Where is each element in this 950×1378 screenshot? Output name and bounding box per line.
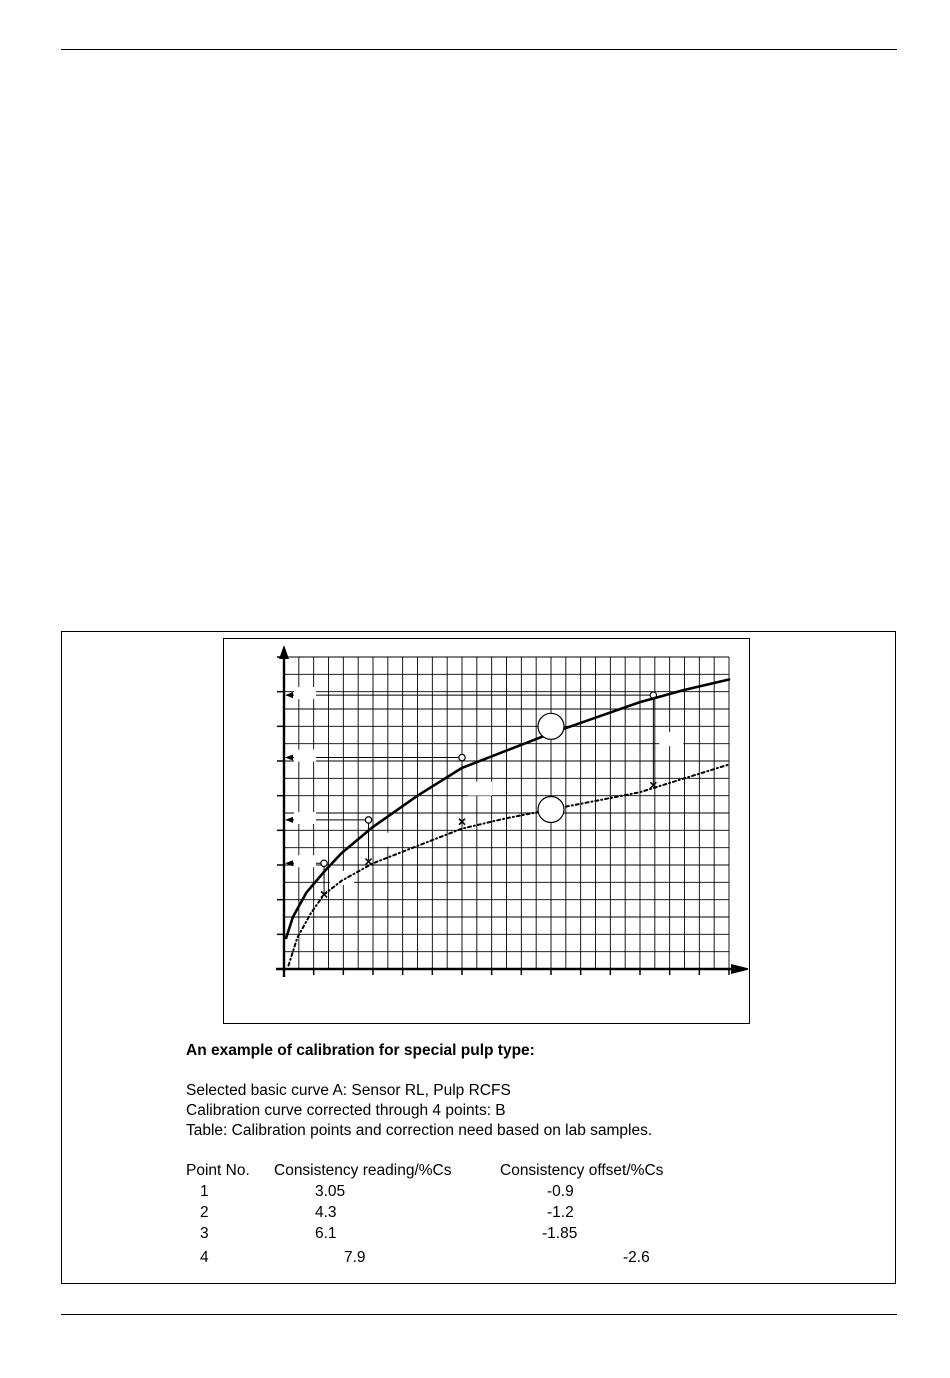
table-row — [186, 1203, 866, 1224]
chart-frame — [223, 638, 750, 1024]
table-cell-reading: 6.1 — [315, 1225, 337, 1242]
caption-title: An example of calibration for special pulp type: — [186, 1042, 535, 1059]
table-cell-reading: 3.05 — [315, 1183, 346, 1200]
caption — [186, 1041, 866, 1269]
calibration-point-marker — [365, 817, 371, 823]
curve-label-circle — [538, 713, 564, 739]
calibration-point-marker — [459, 754, 465, 760]
series-line-A — [286, 680, 729, 938]
reading-leader-arrow — [285, 692, 293, 698]
table-row — [186, 1224, 866, 1245]
x-axis-arrow — [731, 964, 748, 974]
table-cell-point: 3 — [200, 1225, 209, 1242]
table-header-point: Point No. — [186, 1162, 250, 1179]
table-cell-offset: -1.85 — [542, 1225, 578, 1242]
table-cell-point: 1 — [200, 1183, 209, 1200]
table-cell-point: 2 — [200, 1204, 209, 1221]
caption-line-2: Calibration curve corrected through 4 points: B — [186, 1102, 506, 1119]
table-cell-point: 4 — [200, 1249, 209, 1266]
table-cell-offset: -2.6 — [623, 1249, 650, 1266]
curve-label-circle — [538, 797, 564, 823]
table-header-row — [186, 1161, 866, 1182]
offset-label-box — [375, 833, 399, 847]
table-header-offset: Consistency offset/%Cs — [500, 1162, 664, 1179]
offset-label-box — [659, 732, 683, 746]
caption-line-3: Table: Calibration points and correction need based on lab samples. — [186, 1122, 653, 1139]
reading-label-box — [294, 687, 316, 699]
offset-label-box — [330, 871, 354, 885]
table-cell-reading: 4.3 — [315, 1204, 337, 1221]
reading-leader-arrow — [285, 817, 293, 823]
calibration-chart — [224, 639, 748, 1022]
calibration-point-marker — [321, 860, 327, 866]
footer-rule — [61, 1314, 897, 1315]
reading-leader-arrow — [285, 755, 293, 761]
table-row — [186, 1248, 866, 1269]
offset-label-box — [468, 782, 492, 796]
table-header-reading: Consistency reading/%Cs — [274, 1162, 452, 1179]
reading-label-box — [294, 812, 316, 824]
caption-line-1: Selected basic curve A: Sensor RL, Pulp RCFS — [186, 1082, 511, 1099]
reading-label-box — [294, 750, 316, 762]
table-cell-offset: -1.2 — [547, 1204, 574, 1221]
reading-label-box — [294, 855, 316, 867]
figure-box — [61, 631, 896, 1284]
header-rule — [61, 49, 897, 50]
table-cell-offset: -0.9 — [547, 1183, 574, 1200]
table-cell-reading: 7.9 — [344, 1249, 366, 1266]
table-row — [186, 1182, 866, 1203]
